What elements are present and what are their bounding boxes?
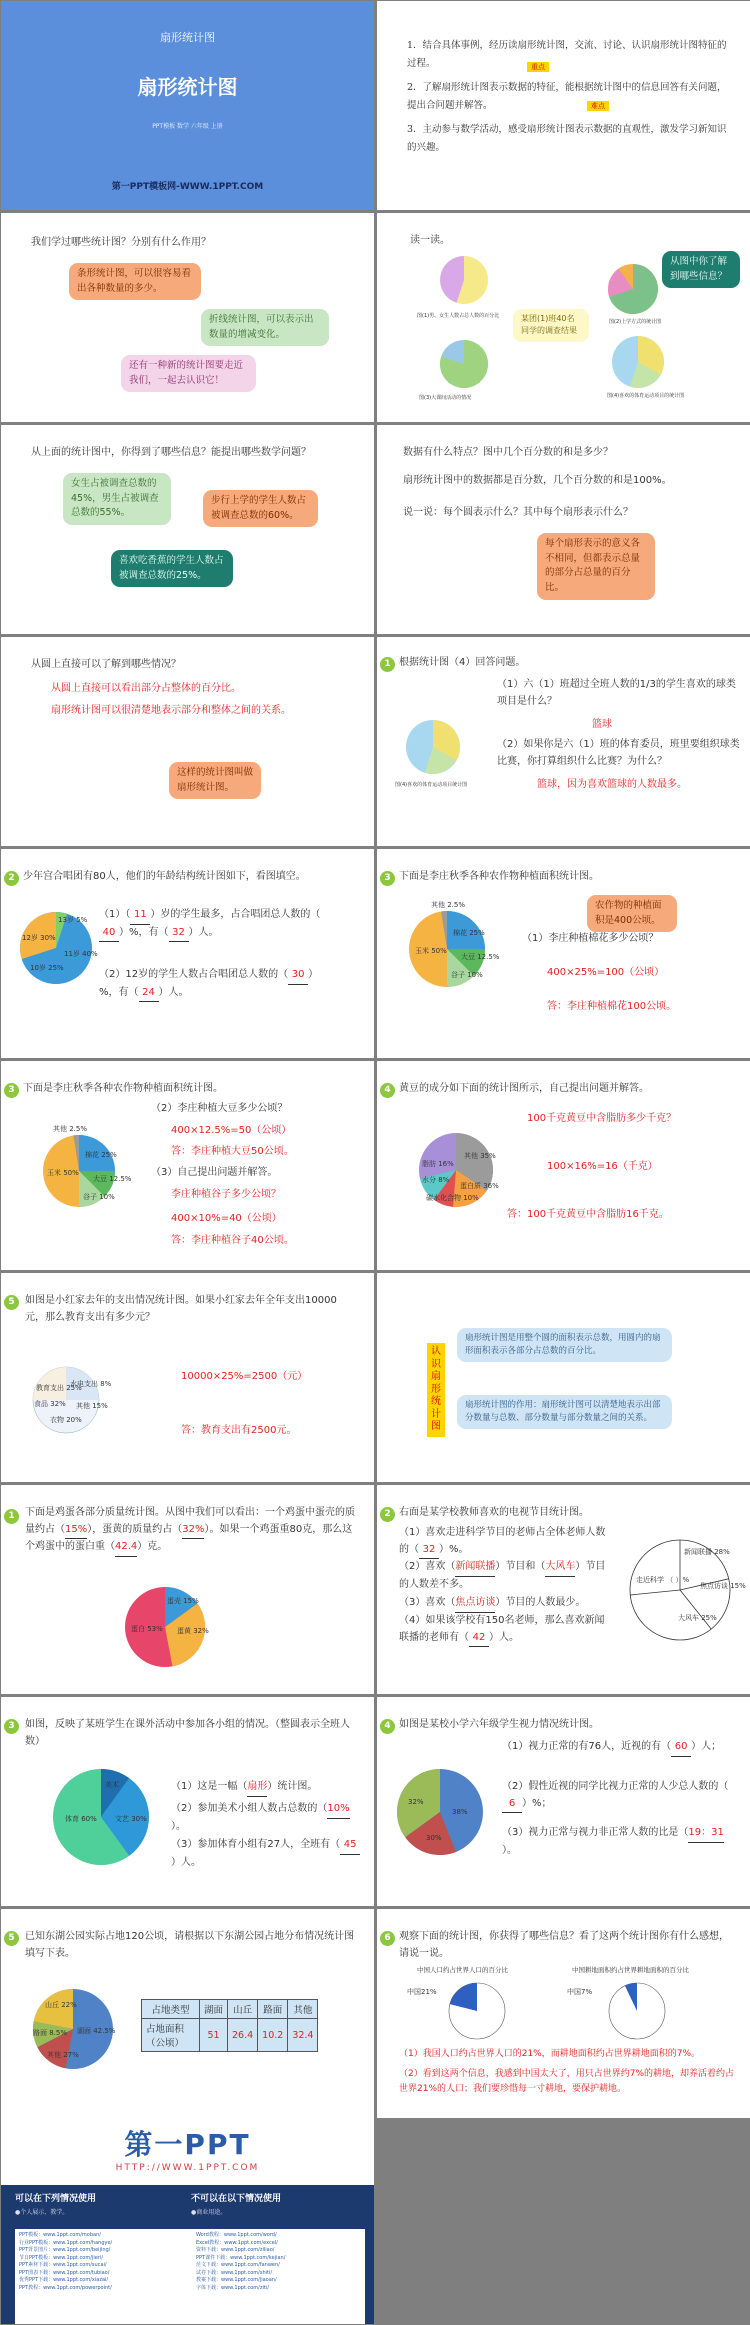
label-lake: 湖面 42.5% <box>77 2027 116 2035</box>
feature-q2: 说一说：每个圆表示什么？其中每个扇形表示什么？ <box>403 507 633 518</box>
pie-soybean <box>417 1131 499 1209</box>
vision-q2: （2）假性近视的同学比视力正常的人少总人数的（6 ）%； <box>502 1779 737 1813</box>
pie-farmland <box>607 1981 667 2041</box>
label-shell: 蛋壳 15% <box>167 1597 199 1605</box>
pie-egg <box>123 1585 207 1669</box>
ans-cartoon[interactable]: 大风车 <box>545 1559 575 1577</box>
label-13: 13岁 5% <box>58 916 88 924</box>
pie-vision <box>395 1767 485 1857</box>
objective-2: 2．了解扇形统计图表示数据的特征，能根据统计图中的信息回答有关问题，提出合问题并解答。 <box>407 82 727 112</box>
slide-crops1 <box>377 849 750 1058</box>
exercise-number: 3 <box>380 871 395 886</box>
summary-bubble: 这样的统计图叫做扇形统计图。 <box>169 762 261 799</box>
label-12: 12岁 30% <box>22 934 56 942</box>
link-15[interactable]: 教案下载：www.1ppt.com/jiaoan/ <box>196 2277 277 2283</box>
china-land-label: 中国7% <box>567 1988 593 1996</box>
ans-age[interactable]: 11 <box>130 907 150 925</box>
park-title: 已知东湖公园实际占地120公顷，请根据以下东湖公园占地分布情况统计图填写下表。 <box>25 1931 355 1959</box>
label-white: 蛋白 53% <box>131 1625 163 1633</box>
info-bubble: 从图中你了解到哪些信息？ <box>662 251 740 288</box>
vision-q1: （1）视力正常的有76人，近视的有（ 60 ）人； <box>502 1739 737 1757</box>
pie-gender <box>439 255 489 305</box>
crops2-q2: （2）李庄种植大豆多少公顷？ <box>151 1103 288 1114</box>
definition-side: 认识扇形统计图 <box>427 1343 445 1437</box>
exercise-number: 5 <box>4 1295 19 1310</box>
exercise-number: 3 <box>4 1719 19 1734</box>
caption-4: 图(4)喜欢的体育运动项目的统计图 <box>607 393 685 399</box>
ad-links <box>15 2229 365 2324</box>
act-title: 如图，反映了某班学生在课外活动中参加各小组的情况。（整圆表示全班人数） <box>25 1719 350 1747</box>
slide-activities <box>1 1697 374 1906</box>
crops-calc: 400×25%=100（公顷） <box>547 967 665 978</box>
slide-soybean <box>377 1061 750 1270</box>
choir-q2: （2）12岁的学生人数占合唱团总人数的（ 30 ）%，有（ 24 ）人。 <box>99 967 334 1002</box>
link-16[interactable]: 字体下载：www.1ppt.com/ziti/ <box>196 2284 269 2291</box>
china-title: 观察下面的统计图，你获得了哪些信息？看了这两个统计图你有什么感想，请说一说。 <box>399 1931 729 1959</box>
ans-news[interactable]: 新闻联播 <box>455 1559 495 1577</box>
tv-q3: （3）喜欢（焦点访谈）节目的人数最少。 <box>399 1595 609 1613</box>
ex1-q2: （2）如果你是六（1）班的体育委员，班里要组织球类比赛，你打算组织什么比赛？为什么？ <box>497 739 740 767</box>
crops2-title: 下面是李庄秋季各种农作物种植面积统计图。 <box>23 1083 223 1094</box>
link-7[interactable]: 优秀PPT下载：www.1ppt.com/xiazai/ <box>19 2277 109 2283</box>
definition-2: 扇形统计图的作用：扇形统计图可以清楚地表示出部分数量与总数、部分数量与部分数量之间的关系。 <box>457 1395 672 1429</box>
soy-calc: 100×16%=16（千克） <box>547 1161 658 1172</box>
ex1-a2: 篮球，因为喜欢篮球的人数最多。 <box>537 779 687 790</box>
link-13[interactable]: 范文下载：www.1ppt.com/fanwen/ <box>196 2262 280 2268</box>
label-water: 水分 8% <box>422 1176 450 1184</box>
exercise-number: 1 <box>380 657 395 672</box>
label-food: 食品 32% <box>34 1400 66 1408</box>
tv-q2: （2）喜欢（新闻联播）节目和（大风车）节目的人数差不多。 <box>399 1561 606 1590</box>
label-sport: 体育 60% <box>65 1815 97 1823</box>
ans-news-teachers[interactable]: 42 <box>469 1630 489 1648</box>
vision-q3: （3）视力正常与视力非正常人数的比是（19：31）。 <box>502 1827 724 1856</box>
slide-ad <box>1 2115 374 2324</box>
bubble-gender: 女生占被调查总数的45%，男生占被调查总数的55%。 <box>63 473 171 525</box>
pie-activities <box>51 1767 151 1867</box>
ad-url: HTTP://WWW.1PPT.COM <box>115 2163 260 2173</box>
crops-q: （1）李庄种植棉花多少公顷？ <box>522 933 659 944</box>
soy-answer: 答：100千克黄豆中含脂肪16千克。 <box>507 1209 669 1220</box>
label-10: 10岁 25% <box>30 964 64 972</box>
ex1-title: 根据统计图（4）回答问题。 <box>399 657 526 668</box>
link-11[interactable]: 资料下载：www.1ppt.com/ziliao/ <box>196 2247 275 2253</box>
bubble-new-chart: 还有一种新的统计图要走近我们，一起去认识它！ <box>121 355 256 392</box>
slide-cover <box>1 1 374 210</box>
slide-summary <box>1 637 374 846</box>
label-science: 走近科学 （ ）% <box>636 1576 690 1584</box>
summary-a2: 扇形统计图可以很清楚地表示部分和整体之间的关系。 <box>51 705 291 716</box>
ans-myopia[interactable]: 60 <box>671 1739 691 1757</box>
exercise-number: 4 <box>380 1719 395 1734</box>
label-focus: 焦点访谈 15% <box>700 1582 746 1590</box>
link-5[interactable]: PPT素材下载：www.1ppt.com/sucai/ <box>19 2262 107 2268</box>
link-10[interactable]: Excel教程：www.1ppt.com/excel/ <box>196 2239 278 2246</box>
th-type: 占地类型 <box>142 2000 200 2019</box>
slide-china <box>377 1909 750 2118</box>
china-cap1: 中国人口约占世界人口的百分比 <box>417 1966 508 1974</box>
pie-age <box>19 911 98 985</box>
label-arts: 文艺 30% <box>115 1815 147 1823</box>
vision-title: 如图是某校小学六年级学生视力情况统计图。 <box>399 1719 599 1730</box>
definition-1: 扇形统计图是用整个圆的面积表示总数，用圆内的扇形面积表示各部分占总数的百分比。 <box>457 1328 672 1362</box>
label-clothes: 衣物 20% <box>50 1416 82 1424</box>
link-9[interactable]: Word教程：www.1ppt.com/word/ <box>196 2232 277 2238</box>
ex1-a1: 篮球 <box>592 719 612 730</box>
th-road: 路面 <box>258 2000 288 2019</box>
info-question: 从上面的统计图中，你得到了哪些信息？能提出哪些数学问题？ <box>31 447 311 458</box>
difficult-point-tag: 难点 <box>587 101 609 111</box>
ans-science[interactable]: 32 <box>419 1542 439 1560</box>
label-edu: 教育支出 25% <box>36 1384 82 1392</box>
label-corn: 玉米 50% <box>415 947 447 955</box>
cover-subtitle: 扇形统计图 <box>160 31 215 44</box>
park-table <box>141 1999 318 2052</box>
link-6[interactable]: PPT图表下载：www.1ppt.com/tubiao/ <box>19 2269 110 2276</box>
egg-text: 下面是鸡蛋各部分质量统计图。从图中我们可以看出：一个鸡蛋中蛋壳的质量约占（15%），蛋黄的质量约占（32%）。如果一个鸡蛋重80克，那么这个鸡蛋中的蛋白重（42.4）克。 <box>25 1505 355 1557</box>
survey-note: 某团(1)班40名同学的调查结果 <box>513 309 589 342</box>
ans-12-count[interactable]: 24 <box>139 985 159 1003</box>
td-other[interactable]: 32.4 <box>288 2019 318 2052</box>
label-utility: 水电支出 8% <box>70 1380 112 1388</box>
link-4[interactable]: 节日PPT模板：www.1ppt.com/jieri/ <box>19 2254 103 2261</box>
crops2-c3: 400×10%=40（公顷） <box>171 1213 282 1224</box>
tv-q1: （1）喜欢走进科学节目的老师占全体老师人数的（ 32 ）%。 <box>399 1525 609 1559</box>
ans-art[interactable]: 10% <box>327 1801 349 1819</box>
label-soy: 大豆 12.5% <box>93 1175 132 1183</box>
slide-features <box>377 425 750 634</box>
slide-definition <box>377 1273 750 1482</box>
choir-q1: （1）（ 11 ）岁的学生最多，占合唱团总人数的（40 ）%，有（ 32 ）人。 <box>99 907 334 942</box>
cover-title: 扇形统计图 <box>137 75 238 99</box>
label-hill: 山丘 22% <box>45 2001 77 2009</box>
label-myopia: 32% <box>408 1798 424 1806</box>
slide-tv <box>377 1485 750 1694</box>
pie-population <box>447 1981 507 2041</box>
feature-a1: 扇形统计图中的数据都是百分数，几个百分数的和是100%。 <box>403 475 672 486</box>
crops2-c2: 400×12.5%=50（公顷） <box>171 1125 292 1136</box>
ad-h2: 不可以在以下情况使用 <box>191 2194 282 2204</box>
pie-sport <box>611 335 665 389</box>
act-q2: （2）参加美术小组人数占总数的（10%）。 <box>171 1803 350 1832</box>
link-12[interactable]: PPT课件下载：www.1ppt.com/kejian/ <box>196 2254 286 2261</box>
link-2[interactable]: 行业PPT模板：www.1ppt.com/hangye/ <box>19 2239 113 2246</box>
act-q3: （3）参加体育小组有27人，全班有（ 45）人。 <box>171 1837 361 1871</box>
label-corn: 玉米 50% <box>47 1169 79 1177</box>
bubble-walk: 步行上学的学生人数占被调查总数的60%。 <box>203 490 318 527</box>
label-carb: 碳水化合物 10% <box>426 1194 479 1202</box>
th-other: 其他 <box>288 2000 318 2019</box>
crops2-a2: 答：李庄种植大豆50公顷。 <box>171 1146 294 1157</box>
ans-diff[interactable]: 6 <box>502 1796 522 1814</box>
td-hill[interactable]: 26.4 <box>228 2019 258 2052</box>
crops2-r3: 李庄种植谷子多少公顷？ <box>171 1189 281 1200</box>
label-other: 其他 2.5% <box>53 1125 88 1133</box>
tv-q4: （4）如果该学校有150名老师，那么喜欢新闻联播的老师有（ 42 ）人。 <box>399 1613 609 1647</box>
key-point-tag: 重点 <box>527 62 549 72</box>
exercise-number: 4 <box>380 1083 395 1098</box>
th-lake: 湖面 <box>200 2000 228 2019</box>
exercise-number: 5 <box>4 1931 19 1946</box>
bubble-line-chart: 折线统计图，可以表示出数量的增减变化。 <box>201 309 329 346</box>
slide-ex1 <box>377 637 750 846</box>
objective-1: 1．结合具体事例，经历读扇形统计图，交流、讨论、认识扇形统计图特征的过程。 <box>407 40 727 70</box>
exercise-number: 2 <box>380 1507 395 1522</box>
soy-title: 黄豆的成分如下面的统计图所示，自己提出问题并解答。 <box>399 1083 649 1094</box>
label-other: 其他 2.5% <box>431 901 466 909</box>
td-road[interactable]: 10.2 <box>258 2019 288 2052</box>
label-news: 新闻联播 28% <box>684 1548 730 1556</box>
choir-title: 少年宫合唱团有80人，他们的年龄结构统计图如下，看图填空。 <box>23 871 306 882</box>
link-3[interactable]: PPT背景图片：www.1ppt.com/beijing/ <box>19 2247 111 2253</box>
ans-percent[interactable]: 40 <box>99 925 119 943</box>
spend-title: 如图是小红家去年的支出情况统计图。如果小红家去年全年支出10000元，那么教育支出有多少元？ <box>25 1295 337 1323</box>
slide-park <box>1 1909 374 2118</box>
td-label: 占地面积（公顷） <box>142 2019 200 2052</box>
pie-spending <box>31 1365 112 1435</box>
exercise-number: 6 <box>380 1931 395 1946</box>
pie-crops <box>407 901 500 989</box>
label-normal: 38% <box>452 1808 468 1816</box>
slide-objectives <box>377 1 750 210</box>
slide-egg <box>1 1485 374 1694</box>
link-8[interactable]: PPT教程：www.1ppt.com/powerpoint/ <box>19 2284 112 2291</box>
label-11: 11岁 40% <box>64 950 98 958</box>
td-lake[interactable]: 51 <box>200 2019 228 2052</box>
label-other: 其他 27% <box>47 2051 79 2059</box>
exercise-number: 3 <box>4 1083 19 1098</box>
label-yolk: 蛋黄 32% <box>177 1627 209 1635</box>
crops2-a3: 答：李庄种植谷子40公顷。 <box>171 1235 294 1246</box>
review-question: 我们学过哪些统计图？分别有什么作用？ <box>31 237 211 248</box>
label-millet: 谷子 10% <box>83 1193 115 1201</box>
spend-answer: 答：教育支出有2500元。 <box>181 1425 297 1436</box>
label-cartoon: 大风车 25% <box>678 1614 717 1622</box>
link-14[interactable]: 试卷下载：www.1ppt.com/shiti/ <box>196 2269 273 2276</box>
china-cap2: 中国耕地面积约占世界耕地面积的百分比 <box>572 1966 689 1974</box>
feature-bubble: 每个扇形表示的意义各不相同，但都表示总量的部分占总量的百分比。 <box>537 533 655 600</box>
ans-ratio[interactable]: 19：31 <box>688 1825 723 1843</box>
label-millet: 谷子 10% <box>451 971 483 979</box>
objective-3: 3．主动参与数学活动，感受扇形统计图表示数据的直观性，激发学习新知识的兴趣。 <box>407 124 727 154</box>
ans-type[interactable]: 扇形 <box>247 1779 267 1797</box>
bubble-banana: 喜欢吃香蕉的学生人数占被调查总数的25%。 <box>111 550 233 587</box>
ex1-caption: 图(4)喜欢的体育运动项目统计图 <box>395 782 468 788</box>
label-fat: 脂肪 16% <box>422 1160 454 1168</box>
china-a1: （1）我国人口约占世界人口的21%，而耕地面积约占世界耕地面积的7%。 <box>399 2049 701 2059</box>
slide-read <box>377 213 750 422</box>
soy-q: 100千克黄豆中含脂肪多少千克？ <box>527 1113 677 1124</box>
label-protein: 蛋白质 36% <box>460 1182 499 1190</box>
spend-calc: 10000×25%=2500（元） <box>181 1371 308 1382</box>
read-title: 读一读。 <box>410 235 450 246</box>
pie-transport <box>607 263 659 315</box>
caption-3: 图(3)大课间活动的情况 <box>419 395 472 401</box>
caption-2: 图(2)上学方式的统计图 <box>609 319 662 325</box>
label-road: 路面 8.5% <box>33 2029 68 2037</box>
label-cotton: 棉花 25% <box>85 1151 117 1159</box>
act-q1: （1）这是一幅（扇形）统计图。 <box>171 1779 361 1797</box>
pie-park <box>31 1987 115 2071</box>
summary-a1: 从圆上直接可以看出部分占整体的百分比。 <box>51 683 241 694</box>
ans-count[interactable]: 32 <box>169 925 189 943</box>
bubble-bar-chart: 条形统计图，可以很容易看出各种数量的多少。 <box>69 263 201 300</box>
slide-info <box>1 425 374 634</box>
ans-yolk[interactable]: 32% <box>182 1522 204 1540</box>
china-a2: （2）看到这两个信息，我感到中国太大了，用只占世界约7%的耕地，却养活着约占世界21%的人口；我们要珍惜每一寸耕地，要保护耕地。 <box>399 2069 735 2094</box>
link-1[interactable]: PPT模板：www.1ppt.com/moban/ <box>19 2232 101 2238</box>
pie-activity <box>439 339 489 389</box>
pie-crops-2 <box>41 1125 132 1209</box>
exercise-number: 2 <box>4 871 19 886</box>
label-cotton: 棉花 25% <box>453 929 485 937</box>
ans-white[interactable]: 42.4 <box>115 1539 137 1557</box>
pie-sport-small <box>405 719 461 775</box>
pie-tv <box>625 1535 746 1645</box>
label-other: 其他 35% <box>464 1152 496 1160</box>
label-other: 其他 15% <box>76 1402 108 1410</box>
tv-title: 右面是某学校教师喜欢的电视节目统计图。 <box>399 1507 589 1518</box>
ans-class[interactable]: 45 <box>340 1837 360 1855</box>
slide-crops2 <box>1 1061 374 1270</box>
crops-answer: 答：李庄种植棉花100公顷。 <box>547 1001 677 1012</box>
summary-question: 从圆上直接可以了解到哪些情况？ <box>31 659 181 670</box>
crops-bubble: 农作物的种植面积是400公顷。 <box>587 895 677 932</box>
exercise-number: 1 <box>4 1509 19 1524</box>
ad-logo: 第一PPT <box>124 2128 251 2161</box>
ex1-q1: （1）六（1）班超过全班人数的1/3的学生喜欢的球类项目是什么？ <box>497 679 736 707</box>
ans-shell[interactable]: 15% <box>65 1522 87 1540</box>
ans-focus[interactable]: 焦点访谈 <box>455 1595 495 1613</box>
slide-choir <box>1 849 374 1058</box>
crops-title: 下面是李庄秋季各种农作物种植面积统计图。 <box>399 871 599 882</box>
label-soy: 大豆 12.5% <box>461 953 500 961</box>
ad-d2: ●商业用途。 <box>191 2209 227 2216</box>
china-pop-label: 中国21% <box>407 1988 437 1996</box>
th-hill: 山丘 <box>228 2000 258 2019</box>
slide-spending <box>1 1273 374 1482</box>
crops2-q3: （3）自己提出问题并解答。 <box>151 1167 278 1178</box>
feature-q1: 数据有什么特点？图中几个百分数的和是多少？ <box>403 447 613 458</box>
ad-d1: ●个人展示、教学。 <box>15 2209 69 2216</box>
ans-12-percent[interactable]: 30 <box>288 967 308 985</box>
label-pseudo: 30% <box>426 1834 442 1842</box>
slide-review <box>1 213 374 422</box>
cover-meta: PPT模板 数学 六年级 上册 <box>152 123 223 130</box>
cover-site: 第一PPT模板网-WWW.1PPT.COM <box>111 182 264 192</box>
slide-vision <box>377 1697 750 1906</box>
caption-1: 图(1)男、女生人数占总人数的百分比 <box>417 313 500 319</box>
label-art: 美术 <box>105 1781 119 1789</box>
ad-h1: 可以在下列情况使用 <box>15 2194 97 2204</box>
